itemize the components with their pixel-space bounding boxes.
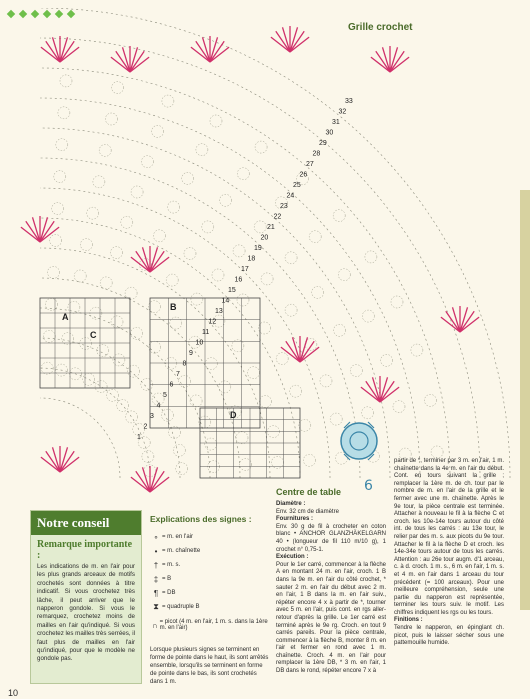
- chain-loop: [105, 113, 117, 125]
- chain-loop: [58, 107, 70, 119]
- chain-loop: [48, 266, 60, 278]
- legend-row: ⧗ = quadruple B: [150, 600, 270, 614]
- arrow-letter: A: [62, 312, 69, 322]
- chain-loop: [272, 456, 284, 468]
- chain-loop: [309, 231, 321, 243]
- treble-crochet-icon: ¶: [153, 588, 159, 598]
- chain-loop: [179, 375, 191, 387]
- chain-loop: [212, 269, 224, 281]
- chain-loop: [210, 115, 222, 127]
- chain-arc: [40, 218, 300, 478]
- row-number: 33: [345, 98, 353, 105]
- chain-loop: [152, 125, 164, 137]
- row-number: 5: [163, 392, 167, 399]
- fan-stitch: [150, 251, 164, 272]
- chain-loop: [219, 381, 231, 393]
- chain-loop: [182, 172, 194, 184]
- tip-box: [30, 510, 142, 684]
- legend-row: † = m. s.: [150, 558, 270, 572]
- chain-loop: [205, 438, 217, 450]
- side-strip: [520, 190, 530, 610]
- fan-stitch: [40, 221, 54, 242]
- chain-loop: [362, 407, 374, 419]
- chain-arc: [40, 68, 450, 478]
- row-number: 25: [293, 182, 301, 189]
- chain-loop: [165, 357, 177, 369]
- row-number: 11: [202, 329, 210, 336]
- chain-loop: [121, 216, 133, 228]
- instructions-column-1: [276, 487, 386, 676]
- row-number: 9: [189, 350, 193, 357]
- chain-loop: [153, 230, 165, 242]
- chain-loop: [320, 375, 332, 387]
- legend-row: ‡ = B: [150, 572, 270, 586]
- fan-stitch: [276, 31, 290, 52]
- row-number: 12: [208, 318, 217, 326]
- chain-loop: [131, 186, 143, 198]
- chain-loop: [220, 194, 232, 206]
- chain-loop: [176, 463, 188, 475]
- tip-subtitle: Remarque importante :: [37, 539, 133, 561]
- legend-row: ¶ = DB: [150, 586, 270, 600]
- fan-stitch: [446, 311, 460, 332]
- chain-loop: [68, 301, 80, 313]
- chain-loop: [393, 401, 405, 413]
- arrow-letter: C: [90, 330, 97, 340]
- fan-stitch: [460, 311, 474, 332]
- fan-stitch: [196, 41, 210, 62]
- fan-stitch: [376, 51, 390, 72]
- motif-icon: [336, 418, 382, 464]
- chain-loop: [128, 365, 140, 377]
- fan-stitch: [60, 41, 74, 62]
- row-number: 14: [221, 297, 230, 305]
- crochet-diagram: [0, 8, 520, 496]
- row-number: 18: [247, 255, 256, 263]
- chain-loop: [237, 294, 249, 306]
- legend-row: • = m. chaînette: [150, 544, 270, 558]
- row-number: 24: [286, 192, 295, 200]
- chain-loop: [255, 141, 267, 153]
- diameter-label: Diamètre :: [276, 501, 306, 507]
- motif-number: 6: [364, 478, 373, 494]
- fan-stitch: [26, 221, 40, 242]
- fan-stitch: [390, 51, 404, 72]
- execution-text: Pour le 1er carré, commencer à la flèche A en montant 24 m. en l'air, croch. 1 B dans la 9e m. en l'air du côté crochet, * sauter 2 m. en l'air du début avec 2 m. en l'air, 1 B dans la m. en l'air suiv., répéter encore 4 x à partir de *, tourner avec 5 m. en l'air, puis cont. en rgs aller-retour d'après la grille. Le 1er carré est terminé après le 9e rg. Croch. en tout 9 carrés pareils. Pour la pièce centrale, commencer à la flèche B, monter 8 m. en l'air et fermer en rond avec 1 m. chaînette. Croch. 4 m. en l'air pour remplacer la 1ère DB, * 3 m. en l'air, 1 DB dans le rond, répéter encore 7 x à: [276, 561, 386, 675]
- chain-loop: [52, 203, 64, 215]
- chain-loop: [350, 365, 362, 377]
- row-number: 22: [273, 213, 282, 221]
- row-number: 16: [234, 276, 243, 284]
- chain-loop: [74, 270, 86, 282]
- row-number: 3: [150, 413, 154, 420]
- picot-icon: ∩: [151, 620, 158, 630]
- chain-loop: [233, 245, 245, 257]
- chain-loop: [365, 251, 377, 263]
- fan-stitch: [46, 41, 60, 62]
- finishing-label: Finitions :: [394, 617, 423, 624]
- fan-stitch: [130, 51, 144, 72]
- row-number: 1: [137, 434, 141, 441]
- tip-title: Notre conseil: [31, 511, 141, 535]
- chain-loop: [381, 354, 393, 366]
- chain-loop: [285, 304, 297, 316]
- chain-loop: [162, 95, 174, 107]
- chain-loop: [149, 341, 161, 353]
- chain-loop: [261, 273, 273, 285]
- row-number: 21: [267, 224, 275, 231]
- row-number: 8: [182, 360, 187, 368]
- fan-stitch: [286, 341, 300, 362]
- chain-loop: [125, 287, 137, 299]
- execution-continued-text: partir de *, terminer par 3 m. en l'air, 1 m. chaînette dans la 4e m. en l'air du début. Cont. en tours suivant la grille ; remplacer la 1ère m. de ch. tour par le nombre de m. en l'air de la grille et le fermer avec une m. chaînette. Après le 9e tour, la pièce centrale est terminée. Attacher à nouveau le fil à la flèche C et croch. les 10e-14e tours autour du côté int. de tous les carrés : au 13e tour, le relier par des m. s. aux picots du 9e tour. Attacher le fil à la flèche D et croch. les 14e-34e tours autour de tous les carrés. Attention : au 26e tour augm. d'1 arceau, c. à d. croch. 1 m. s., 6 m. en l'air, 1 m. s. et 4 m. en l'air dans 1 arceau du tour précédent (= 100 arceaux). Pour une meilleure compréhension, seule une partie du napperon est représentée, terminer les tours suiv. le motif. Les chiffres indiquent les rgs ou les tours.: [394, 458, 504, 616]
- chain-loop: [424, 394, 436, 406]
- row-number: 23: [280, 203, 288, 210]
- chain-loop: [111, 316, 123, 328]
- chain-loop: [111, 247, 123, 259]
- arrow-letter: D: [230, 410, 237, 420]
- row-number: 29: [319, 140, 327, 147]
- chain-loop: [196, 144, 208, 156]
- chain-arc: [40, 188, 330, 478]
- slip-stitch-icon: •: [154, 546, 158, 556]
- row-number: 2: [143, 423, 148, 431]
- chain-loop: [131, 327, 143, 339]
- supplies-label: Fournitures :: [276, 516, 313, 523]
- row-number: 6: [169, 381, 174, 389]
- quadruple-treble-icon: ⧗: [153, 602, 159, 611]
- chain-loop: [60, 75, 72, 87]
- chain-loop: [190, 395, 202, 407]
- chain-loop: [362, 310, 374, 322]
- chain-loop: [166, 274, 178, 286]
- chain-loop: [276, 353, 288, 365]
- chain-loop: [56, 139, 68, 151]
- chain-loop: [54, 171, 66, 183]
- tip-text: Les indications de m. en l'air pour les plus grands arceaux de motifs crochetés sont données à titre indicatif. Si vous crochetez très lâche, il peut arriver que le napperon gondole. Si vous le remarquez, crochetez moins de mailles en l'air qu'indiqué. Si vous crochetez les mailles très serrées, il faut plus de mailles en l'air qu'indiqué, pour que le modèle ne gondole pas.: [37, 563, 135, 663]
- row-number: 13: [215, 308, 223, 315]
- instructions-column-2: [394, 458, 504, 648]
- chain-loop: [80, 239, 92, 251]
- supplies-text: Env. 30 g de fil à crocheter en coton blanc • ANCHOR GLANZHÄKELGARN 40 • (longueur de fil 110 m/10 g), 1 crochet n° 0,75-1.: [276, 523, 386, 553]
- row-number: 32: [338, 108, 347, 116]
- finishing-text: Tendre le napperon, en épinglant ch. picot, puis le laisser sécher sous une pattemouille humide.: [394, 625, 504, 647]
- chain-loop: [267, 426, 279, 438]
- chain-loop: [431, 446, 443, 458]
- row-number: 15: [228, 287, 236, 294]
- fan-stitch: [290, 31, 304, 52]
- fan-stitch: [116, 51, 130, 72]
- chain-loop: [83, 373, 95, 385]
- fan-stitch: [136, 251, 150, 272]
- chain-loop: [248, 367, 260, 379]
- symbol-legend: [150, 514, 270, 686]
- chain-loop: [112, 82, 124, 94]
- page-header-title: Grille crochet: [348, 22, 413, 33]
- chain-arc: [40, 8, 510, 478]
- chain-loop: [99, 144, 111, 156]
- chain-loop: [290, 385, 302, 397]
- fan-stitch: [366, 381, 380, 402]
- chain-loop: [236, 432, 248, 444]
- chain-loop: [184, 248, 196, 260]
- row-number: 20: [260, 234, 269, 242]
- chain-loop: [254, 221, 266, 233]
- chain-loop: [93, 176, 105, 188]
- chain-loop: [107, 389, 119, 401]
- fan-stitch: [46, 451, 60, 472]
- chain-loop: [312, 286, 324, 298]
- chain-loop: [168, 201, 180, 213]
- legend-row: ∘ = m. en l'air: [150, 530, 270, 544]
- arrow-letter: B: [170, 302, 177, 312]
- chain-loop: [334, 324, 346, 336]
- single-crochet-icon: †: [153, 560, 159, 570]
- row-number: 19: [254, 245, 262, 252]
- legend-title: Explications des signes :: [150, 514, 252, 524]
- legend-row: ∩ = picot (4 m. en l'air, 1 m. s. dans la 1ère m. en l'air): [151, 619, 268, 631]
- chain-loop: [333, 210, 345, 222]
- row-number: 27: [306, 161, 314, 168]
- diagram-row-numbers: [137, 98, 353, 441]
- row-number: 10: [195, 339, 204, 347]
- fan-stitch: [210, 41, 224, 62]
- chain-loop: [391, 296, 403, 308]
- chain-loop: [237, 168, 249, 180]
- fan-stitch: [150, 471, 164, 492]
- chain-loop: [411, 344, 423, 356]
- row-number: 31: [332, 119, 340, 126]
- chain-loop: [141, 378, 153, 390]
- chain-loop: [100, 277, 112, 289]
- chain-stitch-icon: ∘: [153, 532, 159, 542]
- fan-stitch: [300, 341, 314, 362]
- row-number: 30: [325, 129, 334, 137]
- chain-loop: [173, 444, 185, 456]
- row-number: 28: [312, 150, 321, 158]
- execution-label: Exécution :: [276, 554, 309, 561]
- double-crochet-icon: ‡: [153, 574, 159, 584]
- row-number: 26: [299, 171, 308, 179]
- row-number: 17: [241, 266, 249, 273]
- fan-stitch: [136, 471, 150, 492]
- chain-loop: [43, 330, 55, 342]
- section-title: Centre de table: [276, 487, 342, 497]
- diameter-text: Env. 32 cm de diamètre: [276, 508, 339, 515]
- chain-loop: [141, 156, 153, 168]
- chain-loop: [50, 235, 62, 247]
- row-number: 7: [176, 371, 180, 378]
- chain-loop: [232, 340, 244, 352]
- chain-loop: [303, 454, 315, 466]
- diagram-arcs: [40, 8, 510, 478]
- chain-loop: [285, 252, 297, 264]
- chain-loop: [87, 207, 99, 219]
- chain-loop: [338, 269, 350, 281]
- chain-loop: [202, 221, 214, 233]
- fan-stitch: [380, 381, 394, 402]
- chain-loop: [299, 419, 311, 431]
- chain-loop: [259, 396, 271, 408]
- row-number: 4: [156, 402, 161, 410]
- chain-loop: [191, 293, 203, 305]
- fan-stitch: [60, 451, 74, 472]
- legend-note: Lorsque plusieurs signes se terminent en forme de pointe dans le haut, ils sont arrêtés ensemble, lorsqu'ils se terminent en forme de pointe dans le bas, ils sont crochetés dans 1 m.: [150, 647, 269, 685]
- chain-loop: [126, 411, 138, 423]
- chain-loop: [95, 381, 107, 393]
- page-number: 10: [8, 688, 19, 698]
